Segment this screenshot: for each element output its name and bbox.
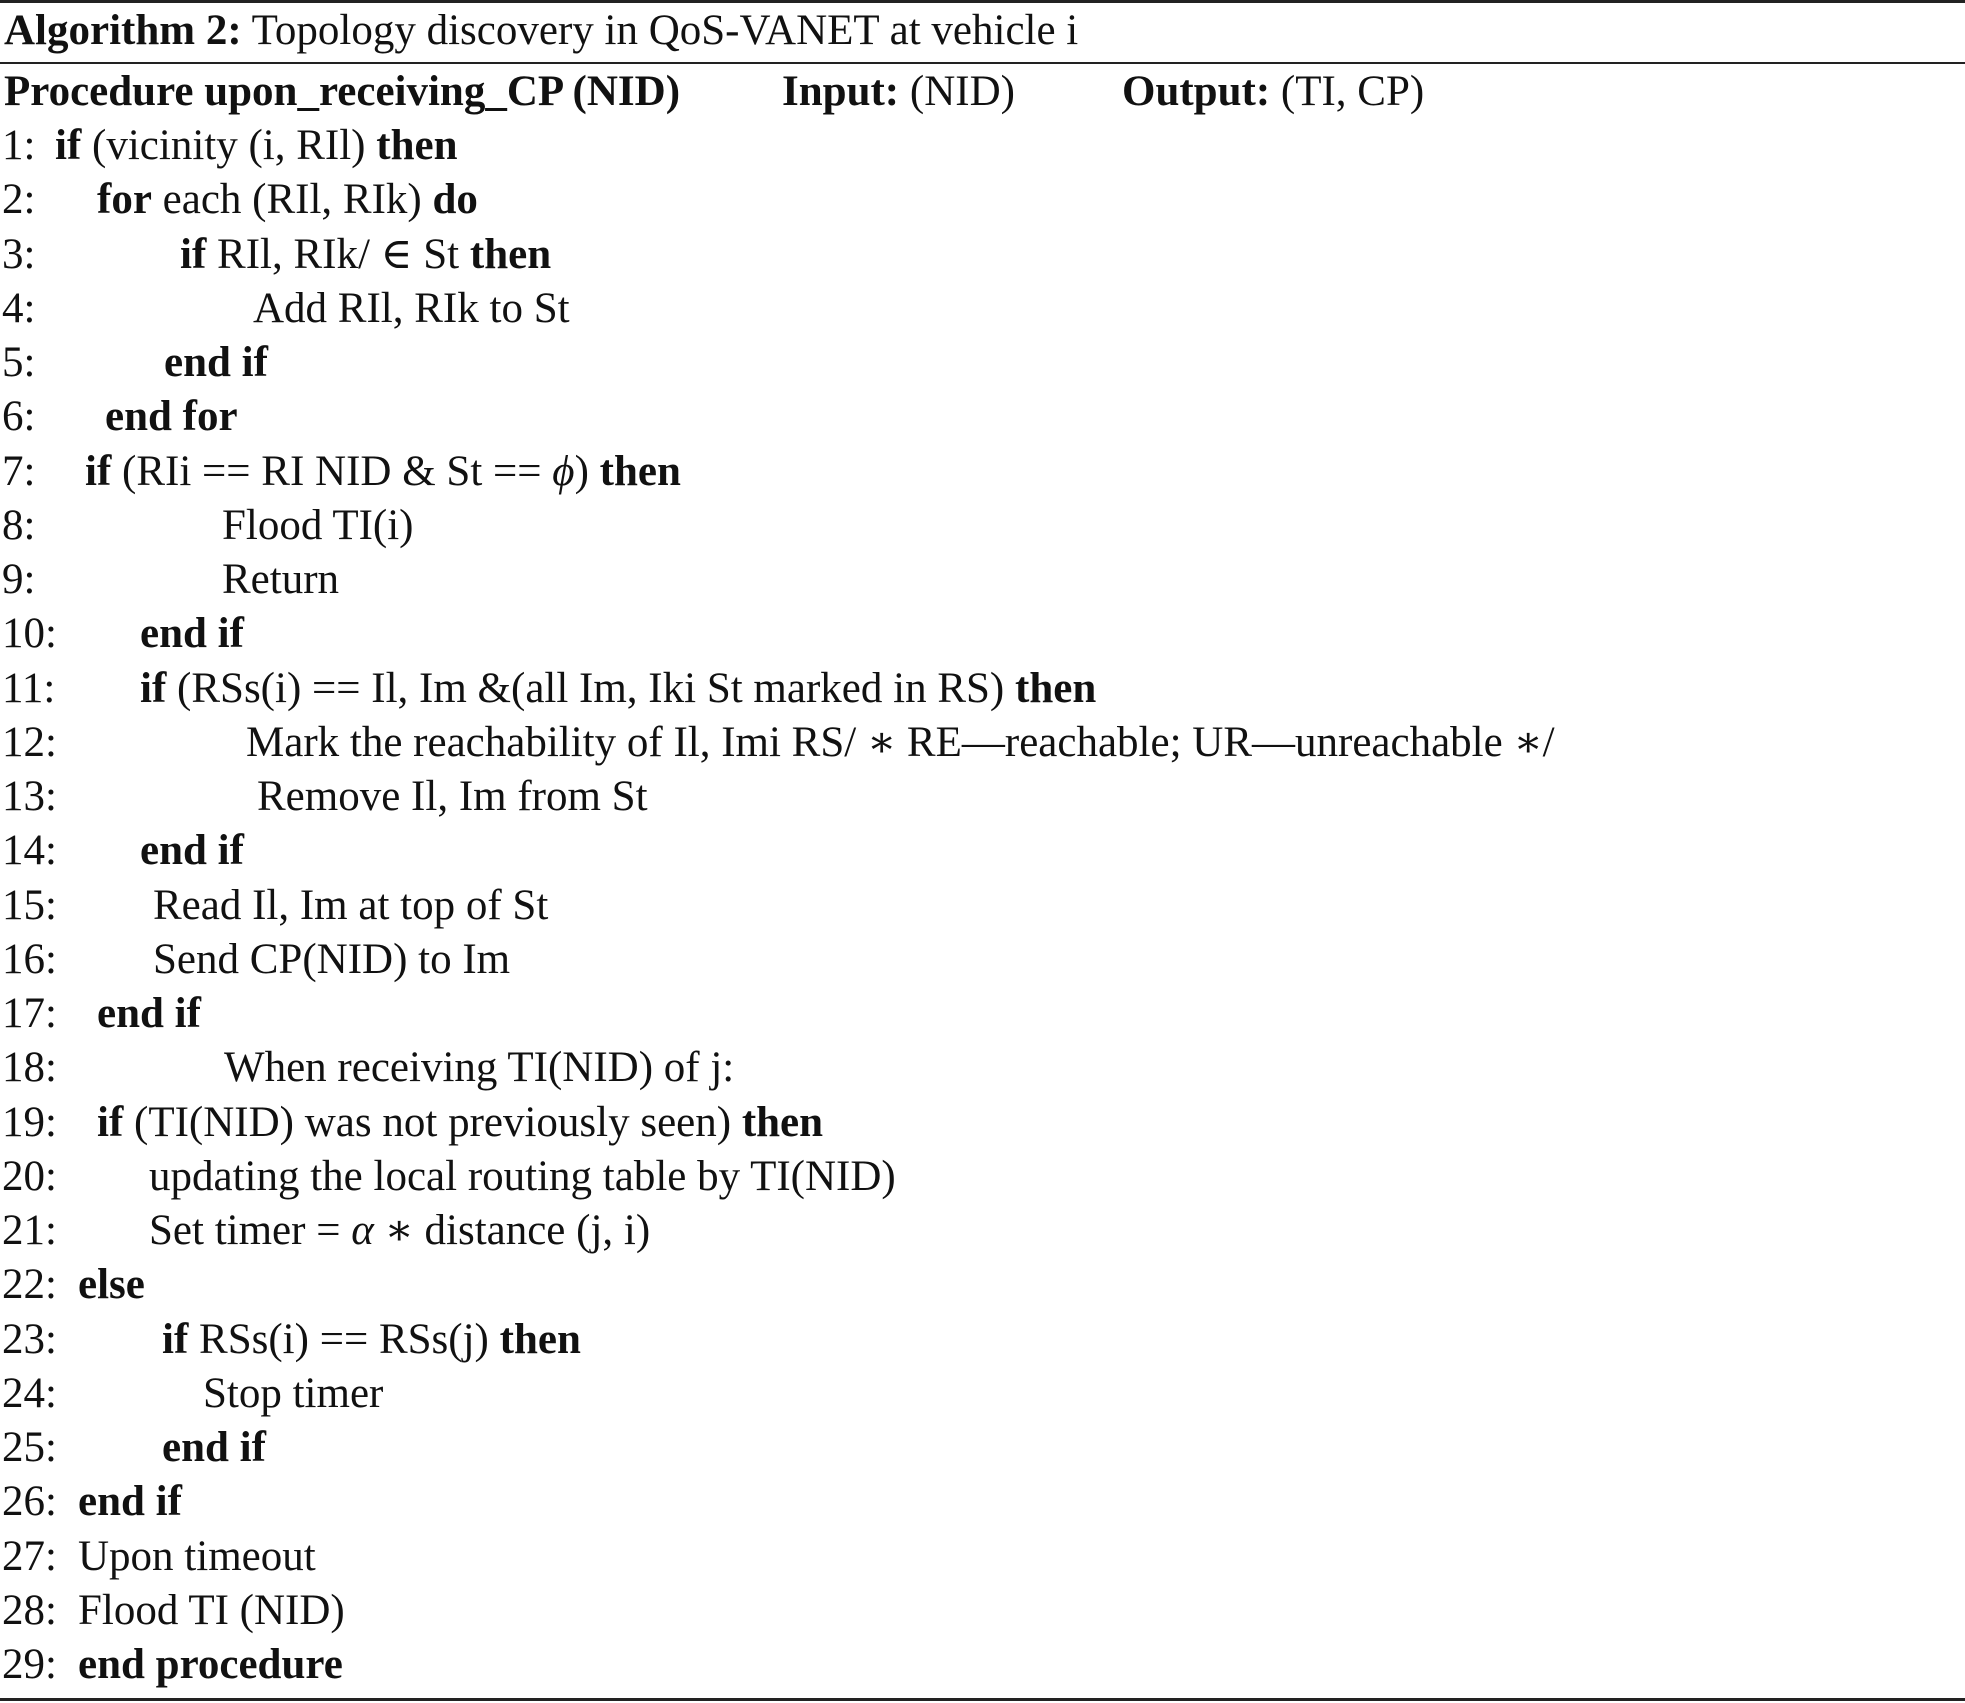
line-code [257, 770, 648, 824]
code-text: Remove Il, Im from St [257, 773, 648, 820]
code-text: ϕ [552, 447, 575, 495]
line-code [253, 282, 570, 336]
line-number: 23: [2, 1315, 57, 1363]
code-text: Mark the reachability of Il, Imi RS/ ∗ RE—reachable; UR—unreachable ∗/ [246, 718, 1555, 766]
keyword: end procedure [78, 1641, 343, 1688]
header-rule [0, 62, 1965, 64]
code-text: (RIi == RI NID & St == [111, 447, 553, 495]
line-code [153, 933, 510, 987]
line-code [78, 1638, 343, 1692]
keyword: end if [162, 1424, 266, 1471]
line-code [85, 445, 681, 499]
keyword: if [180, 230, 207, 278]
keyword: end if [164, 339, 268, 386]
line-number: 21: [2, 1207, 57, 1254]
code-text: Set timer = [149, 1207, 352, 1254]
code-text: α [351, 1207, 374, 1254]
line-code [97, 1096, 823, 1150]
input-label: Input: [782, 68, 900, 115]
bottom-rule [0, 1698, 1965, 1701]
line-number: 12: [2, 718, 57, 766]
code-text: Stop timer [203, 1369, 384, 1417]
line-number: 19: [2, 1098, 57, 1146]
code-text: RSs(i) == RSs(j) [188, 1315, 500, 1363]
algorithm-label: Algorithm 2: [4, 7, 242, 54]
line-number: 8: [2, 501, 36, 549]
keyword: if [85, 447, 112, 495]
line-number: 28: [2, 1586, 57, 1634]
line-code [164, 336, 268, 390]
line-code [78, 1258, 145, 1312]
procedure-signature [4, 65, 1424, 119]
line-code [180, 228, 551, 282]
algorithm-title [4, 4, 1078, 58]
algorithm-caption: Topology discovery in QoS-VANET at vehicle i [251, 7, 1079, 54]
line-code [149, 1150, 896, 1204]
keyword: for [97, 176, 152, 224]
code-text: each (RIl, RIk) [151, 176, 433, 224]
line-number: 2: [2, 176, 36, 224]
line-code [78, 1475, 182, 1529]
line-code [224, 1041, 734, 1095]
line-number: 9: [2, 556, 36, 603]
line-code [149, 1204, 650, 1258]
line-number: 1: [2, 122, 36, 169]
line-code [55, 119, 458, 173]
code-text: Flood TI (NID) [78, 1586, 345, 1634]
line-code [78, 1530, 316, 1584]
line-number: 4: [2, 284, 36, 332]
top-rule [0, 0, 1965, 3]
line-code [162, 1421, 266, 1475]
code-text: Return [222, 556, 340, 603]
output-label: Output: [1122, 68, 1271, 115]
line-code [140, 824, 244, 878]
keyword: end if [140, 827, 244, 875]
line-code [203, 1367, 383, 1421]
keyword: then [599, 447, 681, 495]
procedure-name: Procedure upon_receiving_CP (NID) [4, 68, 681, 115]
line-number: 5: [2, 339, 36, 386]
code-text: (vicinity (i, RIl) [81, 122, 377, 169]
input-value: (NID) [909, 68, 1015, 115]
line-number: 14: [2, 827, 57, 875]
keyword: else [78, 1261, 145, 1309]
line-code [222, 553, 339, 607]
code-text: (RSs(i) == Il, Im &(all Im, Iki St marked in RS) [166, 664, 1015, 712]
line-code [140, 607, 244, 661]
line-number: 25: [2, 1424, 57, 1471]
code-text: ) [574, 447, 600, 495]
line-number: 24: [2, 1369, 57, 1417]
line-code [105, 390, 238, 444]
line-number: 10: [2, 610, 57, 658]
keyword: if [162, 1315, 189, 1363]
code-text: Flood TI(i) [222, 501, 414, 549]
line-number: 22: [2, 1261, 57, 1309]
code-text: Send CP(NID) to Im [153, 935, 511, 983]
line-number: 29: [2, 1641, 57, 1688]
line-number: 20: [2, 1152, 57, 1200]
keyword: then [1015, 664, 1097, 712]
keyword: end if [78, 1478, 182, 1526]
line-code [97, 173, 478, 227]
keyword: end if [140, 610, 244, 658]
line-number: 18: [2, 1044, 57, 1092]
code-text: (TI(NID) was not previously seen) [123, 1098, 742, 1146]
keyword: then [376, 122, 458, 169]
keyword: then [469, 230, 552, 278]
keyword: then [499, 1315, 581, 1363]
line-number: 7: [2, 447, 36, 495]
line-number: 27: [2, 1532, 57, 1580]
keyword: then [741, 1098, 824, 1146]
keyword: if [97, 1098, 124, 1146]
line-number: 3: [2, 230, 36, 278]
line-number: 13: [2, 773, 57, 820]
line-code [153, 879, 548, 933]
line-code [97, 987, 201, 1041]
line-number: 15: [2, 881, 57, 929]
code-text: RIl, RIk/ ∈ St [206, 230, 470, 278]
code-text: ∗ distance (j, i) [373, 1207, 651, 1254]
code-text: Add RIl, RIk to St [253, 284, 570, 332]
code-text: Upon timeout [78, 1532, 316, 1580]
line-number: 6: [2, 393, 36, 441]
line-number: 16: [2, 935, 57, 983]
keyword: do [432, 176, 478, 224]
keyword: if [55, 122, 82, 169]
code-text: updating the local routing table by TI(NID) [149, 1152, 896, 1200]
line-code [140, 662, 1096, 716]
line-code [222, 499, 414, 553]
keyword: end for [105, 393, 238, 441]
code-text: Read Il, Im at top of St [153, 881, 549, 929]
line-code [78, 1584, 345, 1638]
line-number: 26: [2, 1478, 57, 1526]
line-number: 17: [2, 990, 57, 1037]
line-code [246, 716, 1555, 770]
keyword: end if [97, 990, 201, 1037]
line-number: 11: [2, 664, 56, 712]
line-code [162, 1313, 581, 1367]
output-value: (TI, CP) [1280, 68, 1425, 115]
code-text: When receiving TI(NID) of j: [224, 1044, 735, 1092]
keyword: if [140, 664, 167, 712]
